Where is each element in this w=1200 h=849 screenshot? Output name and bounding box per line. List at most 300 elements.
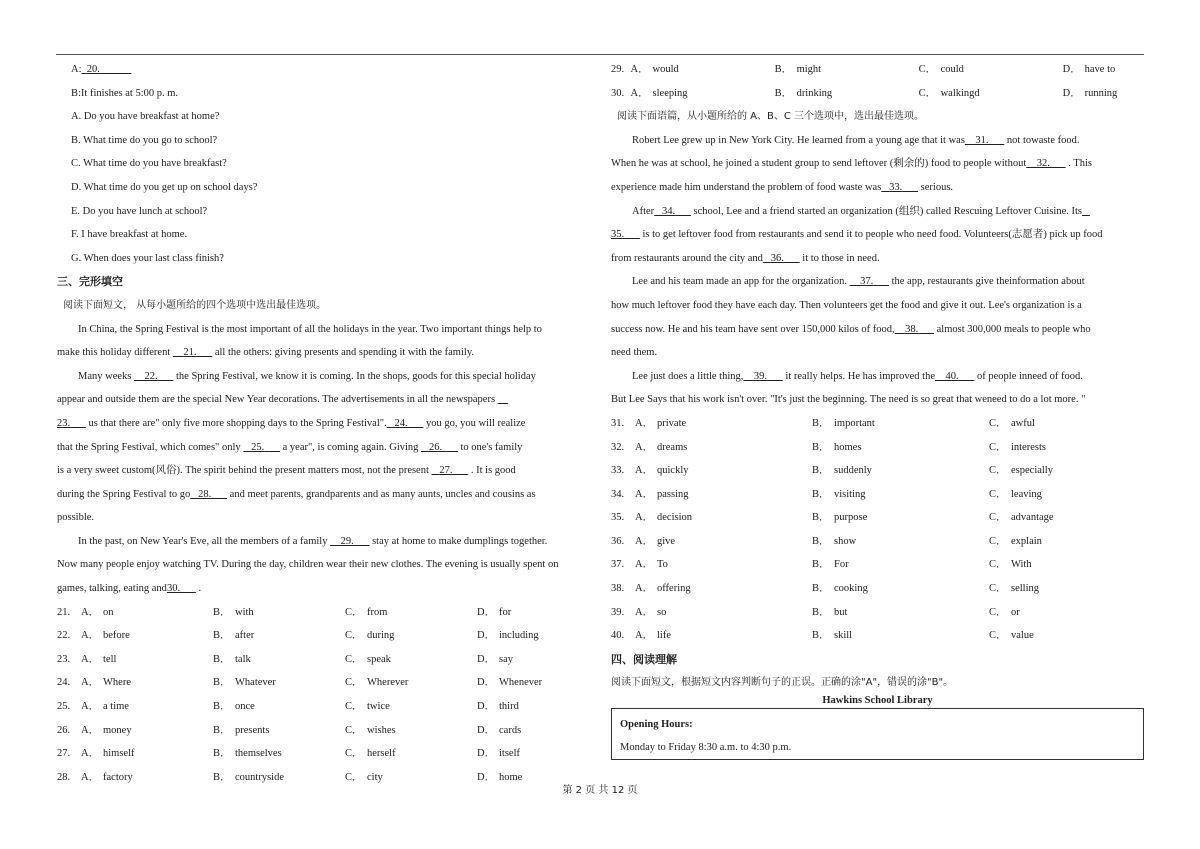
option-text: explain xyxy=(1011,535,1042,547)
option-letter: B． xyxy=(812,417,830,429)
option-letter: A． xyxy=(635,583,654,595)
option-letter: A． xyxy=(630,87,649,99)
option-d xyxy=(477,648,557,672)
option-a xyxy=(81,601,213,625)
passage-line: Now many people enjoy watching TV. During the day, children wear their new clothes. The evening is usually spent on xyxy=(57,559,559,571)
option-c xyxy=(919,58,1063,82)
option-text: especially xyxy=(1011,465,1053,477)
option-d xyxy=(477,719,557,743)
option-text: before xyxy=(103,630,130,642)
blank-26: 26. xyxy=(428,441,443,453)
option-letter: B． xyxy=(812,488,830,500)
option-b xyxy=(213,719,345,743)
option-text: twice xyxy=(367,701,390,713)
option-text: might xyxy=(796,64,822,75)
option-text: quickly xyxy=(657,465,689,477)
blank-36: 36. xyxy=(770,252,784,264)
option-letter: D． xyxy=(477,724,496,736)
blank-30: 30. xyxy=(166,583,181,595)
option-text: life xyxy=(657,630,671,642)
option-text: during xyxy=(367,630,395,642)
option-letter: C． xyxy=(989,441,1007,453)
option-a xyxy=(635,459,812,483)
option-text: For xyxy=(834,559,849,571)
option-text: cooking xyxy=(834,583,868,595)
option-d xyxy=(1063,82,1144,106)
option-a xyxy=(81,648,213,672)
passage-line: games, talking, eating and30. . xyxy=(57,583,202,595)
option-letter: B． xyxy=(213,701,231,713)
option-letter: C． xyxy=(989,465,1007,477)
option-letter: D． xyxy=(477,771,496,783)
option-letter: C． xyxy=(345,606,363,618)
question-number: 39. xyxy=(611,606,625,618)
question-number: 35. xyxy=(611,512,625,524)
section-4-instruction: 阅读下面短文，根据短文内容判断句子的正误。正确的涂"A"，错误的涂"B"。 xyxy=(611,677,954,689)
option-row xyxy=(611,483,1144,507)
option-b xyxy=(812,483,989,507)
blank-39: 39. xyxy=(753,370,768,382)
option-text: with xyxy=(235,606,254,618)
question-number: 33. xyxy=(611,465,625,477)
option-letter: A． xyxy=(635,512,654,524)
question-number: 26. xyxy=(57,724,71,736)
option-b xyxy=(812,553,989,577)
passage-line: is a very sweet custom(风俗). The spirit behind the present matters most, not the present 27. . It is good xyxy=(57,465,516,477)
option-letter: A． xyxy=(81,748,100,760)
choice-item: B. What time do you go to school? xyxy=(71,134,218,146)
option-b xyxy=(213,695,345,719)
option-text: could xyxy=(940,64,964,75)
passage-line: When he was at school, he joined a student group to send leftover (剩余的) food to people without 32. . This xyxy=(611,158,1092,170)
option-text: so xyxy=(657,606,667,618)
option-letter: C． xyxy=(989,583,1007,595)
passage-line: from restaurants around the city and 36. it to those in need. xyxy=(611,252,880,264)
option-a xyxy=(631,82,775,106)
option-letter: B． xyxy=(812,559,830,571)
opening-hours-label: Opening Hours: xyxy=(620,719,693,731)
question-number: 36. xyxy=(611,535,625,547)
option-row xyxy=(611,577,1144,601)
right-option-list-top xyxy=(611,58,1144,105)
option-b xyxy=(213,742,345,766)
option-letter: A． xyxy=(81,724,100,736)
question-number: 21. xyxy=(57,606,71,618)
option-c xyxy=(345,648,477,672)
blank-24: 24. xyxy=(394,417,408,429)
option-letter: A． xyxy=(635,630,654,642)
option-text: private xyxy=(657,417,687,429)
option-letter: B． xyxy=(213,771,231,783)
question-number: 31. xyxy=(611,417,625,429)
top-rule xyxy=(56,54,1144,55)
blank-40: 40. xyxy=(945,370,959,382)
right-option-list xyxy=(611,412,1144,648)
option-a xyxy=(635,436,812,460)
option-c xyxy=(345,601,477,625)
option-text: tell xyxy=(103,653,117,665)
blank-29: 29. xyxy=(340,535,354,547)
option-text: for xyxy=(499,606,512,618)
option-letter: D． xyxy=(477,748,496,760)
passage-2-instruction: 阅读下面语篇，从小题所给的 A、B、C 三个选项中，选出最佳选项。 xyxy=(617,111,925,123)
blank-28: 28. xyxy=(198,488,212,500)
option-c xyxy=(989,436,1089,460)
option-a xyxy=(635,577,812,601)
option-text: herself xyxy=(367,748,396,760)
option-letter: A． xyxy=(635,559,654,571)
option-text: themselves xyxy=(235,748,282,760)
option-letter: D． xyxy=(1062,87,1081,99)
choice-item: G. When does your last class finish? xyxy=(71,252,224,264)
option-a xyxy=(81,742,213,766)
option-letter: C． xyxy=(989,630,1007,642)
option-letter: B． xyxy=(812,441,830,453)
option-letter: D． xyxy=(477,630,496,642)
option-letter: B． xyxy=(774,64,793,75)
dialogue-line-b: B:It finishes at 5:00 p. m. xyxy=(71,87,179,99)
opening-hours-box xyxy=(611,708,1144,760)
option-text: selling xyxy=(1011,583,1039,595)
option-text: give xyxy=(657,535,676,547)
option-row xyxy=(611,436,1144,460)
option-letter: A． xyxy=(635,606,654,618)
option-letter: A． xyxy=(635,488,654,500)
section-3-instruction: 阅读下面短文， 从每小题所给的四个选项中选出最佳选项。 xyxy=(63,299,327,311)
question-number: 28. xyxy=(57,771,71,783)
option-text: on xyxy=(103,606,114,618)
passage-line: need them. xyxy=(611,347,658,359)
dialogue-line-a: A: 20. xyxy=(57,58,592,82)
question-number: 24. xyxy=(57,677,71,689)
option-text: or xyxy=(1011,606,1020,618)
option-text: decision xyxy=(657,512,692,524)
right-column xyxy=(611,58,1144,760)
left-column xyxy=(57,58,592,789)
option-letter: C． xyxy=(989,488,1007,500)
passage-line: experience made him understand the problem of food waste was 33. serious. xyxy=(611,181,954,193)
option-text: With xyxy=(1011,559,1032,571)
option-a xyxy=(81,624,213,648)
option-b xyxy=(812,530,989,554)
option-c xyxy=(345,624,477,648)
option-text: talk xyxy=(235,653,251,665)
option-letter: B． xyxy=(213,606,231,618)
blank-21: 21. xyxy=(183,347,197,359)
option-text: important xyxy=(834,417,875,429)
option-c xyxy=(345,695,477,719)
option-letter: D． xyxy=(1062,64,1081,75)
option-text: have to xyxy=(1084,64,1116,75)
option-letter: B． xyxy=(213,724,231,736)
option-letter: A． xyxy=(81,653,100,665)
option-letter: D． xyxy=(477,653,496,665)
option-b xyxy=(812,624,989,648)
option-c xyxy=(989,577,1089,601)
option-row xyxy=(57,695,592,719)
option-letter: C． xyxy=(989,559,1007,571)
option-a xyxy=(635,553,812,577)
option-text: Where xyxy=(103,677,131,689)
passage-line: possible. xyxy=(57,512,95,524)
option-text: homes xyxy=(834,441,862,453)
passage-line: Many weeks 22. the Spring Festival, we know it is coming. In the shops, goods for this special holiday xyxy=(78,370,536,382)
option-text: skill xyxy=(834,630,853,642)
passage-line: 35. is to get leftover food from restaurants and send it to people who need food. Volunteers(志愿者) pick up food xyxy=(611,229,1103,241)
option-letter: B． xyxy=(213,748,231,760)
option-b xyxy=(812,436,989,460)
option-text: himself xyxy=(103,748,135,760)
option-letter: C． xyxy=(345,677,363,689)
option-letter: B． xyxy=(812,535,830,547)
option-row xyxy=(611,412,1144,436)
option-text: once xyxy=(235,701,255,713)
option-text: sleeping xyxy=(652,87,688,99)
option-text: speak xyxy=(367,653,391,665)
passage-line: After 34. school, Lee and a friend started an organization (组织) called Rescuing Leftover Cuisine. Its xyxy=(632,205,1083,217)
option-d xyxy=(477,695,557,719)
option-a xyxy=(81,671,213,695)
opening-hours-value: Monday to Friday 8:30 a.m. to 4:30 p.m. xyxy=(620,742,792,754)
option-text: itself xyxy=(499,748,520,760)
passage-line: Lee just does a little thing, 39. it really helps. He has improved the 40. of people inneed of food. xyxy=(632,370,1083,382)
choice-item: E. Do you have lunch at school? xyxy=(71,205,208,217)
option-text: but xyxy=(834,606,848,618)
question-number: 38. xyxy=(611,583,625,595)
option-text: money xyxy=(103,724,132,736)
option-text: Wherever xyxy=(367,677,409,689)
option-letter: A． xyxy=(635,417,654,429)
option-letter: A． xyxy=(81,606,100,618)
option-c xyxy=(989,530,1089,554)
option-row xyxy=(57,601,592,625)
option-row xyxy=(611,459,1144,483)
option-row xyxy=(611,506,1144,530)
option-c xyxy=(989,624,1089,648)
option-row xyxy=(611,82,1144,106)
option-letter: B． xyxy=(213,677,231,689)
option-letter: A． xyxy=(81,677,100,689)
option-letter: C． xyxy=(989,606,1007,618)
passage-line: Lee and his team made an app for the organization. 37. the app, restaurants give theinformation about xyxy=(632,276,1085,288)
option-text: offering xyxy=(657,583,691,595)
blank-35: 35. xyxy=(611,229,625,241)
choice-item: A. Do you have breakfast at home? xyxy=(71,111,220,123)
question-number: 27. xyxy=(57,748,71,760)
option-letter: C． xyxy=(345,771,363,783)
option-row xyxy=(611,530,1144,554)
question-number: 22. xyxy=(57,630,71,642)
option-row xyxy=(57,624,592,648)
option-text: walkingd xyxy=(940,87,980,99)
option-text: presents xyxy=(235,724,270,736)
option-b xyxy=(812,459,989,483)
option-b xyxy=(775,58,919,82)
option-text: value xyxy=(1011,630,1034,642)
option-letter: A． xyxy=(81,630,100,642)
blank-37: 37. xyxy=(860,276,874,288)
option-row xyxy=(57,648,592,672)
option-text: a time xyxy=(103,701,129,713)
question-number: 32. xyxy=(611,441,625,453)
option-c xyxy=(989,483,1089,507)
option-a xyxy=(635,483,812,507)
option-text: countryside xyxy=(235,771,284,783)
passage-line: appear and outside them are the special New Year decorations. The advertisements in all the newspapers xyxy=(57,394,498,406)
option-c xyxy=(345,671,477,695)
option-text: leaving xyxy=(1011,488,1042,500)
option-letter: D． xyxy=(477,677,496,689)
passage-line: that the Spring Festival, which comes" only 25. a year", is coming again. Giving 26. to one's family xyxy=(57,441,523,453)
option-text: Whatever xyxy=(235,677,276,689)
option-letter: C． xyxy=(918,87,937,99)
option-text: factory xyxy=(103,771,133,783)
option-letter: C． xyxy=(345,701,363,713)
option-row xyxy=(57,671,592,695)
option-a xyxy=(635,601,812,625)
passage-line: success now. He and his team have sent over 150,000 kilos of food, 38. almost 300,000 meals to people who xyxy=(611,323,1091,335)
passage-line: But Lee Says that his work isn't over. "It's just the beginning. The need is so great that weneed to do a lot more. " xyxy=(611,394,1086,406)
option-text: Whenever xyxy=(499,677,543,689)
option-letter: B． xyxy=(812,512,830,524)
option-letter: A． xyxy=(635,441,654,453)
blank-32: 32. xyxy=(1036,158,1050,170)
option-b xyxy=(213,601,345,625)
option-letter: A． xyxy=(635,535,654,547)
option-letter: B． xyxy=(774,87,793,99)
option-c xyxy=(989,553,1089,577)
option-c xyxy=(989,459,1089,483)
option-c xyxy=(989,412,1089,436)
blank-38: 38. xyxy=(905,323,919,335)
option-c xyxy=(919,82,1063,106)
option-text: third xyxy=(499,701,519,713)
option-d xyxy=(477,671,557,695)
option-text: awful xyxy=(1011,417,1035,429)
blank-25: 25. xyxy=(251,441,265,453)
option-a xyxy=(81,719,213,743)
passage-line: In China, the Spring Festival is the most important of all the holidays in the year. Two important things help to xyxy=(78,323,542,335)
option-a xyxy=(635,412,812,436)
option-d xyxy=(1063,58,1144,82)
option-text: show xyxy=(834,535,857,547)
question-number: 30. xyxy=(611,87,625,99)
option-a xyxy=(635,530,812,554)
blank-33: 33. xyxy=(889,181,903,193)
option-text: visiting xyxy=(834,488,866,500)
option-letter: C． xyxy=(989,417,1007,429)
option-letter: B． xyxy=(213,630,231,642)
question-number: 23. xyxy=(57,653,71,665)
section-4-title: 四、阅读理解 xyxy=(611,652,677,666)
question-number: 29. xyxy=(611,64,625,75)
blank-27: 27. xyxy=(439,465,453,477)
option-text: dreams xyxy=(657,441,688,453)
option-text: wishes xyxy=(367,724,396,736)
passage-line: 23. us that there are" only five more shopping days to the Spring Festival". 24. you go, you will realize xyxy=(57,417,526,429)
option-text: drinking xyxy=(796,87,833,99)
option-letter: B． xyxy=(812,606,830,618)
option-text: interests xyxy=(1011,441,1046,453)
passage-line: Robert Lee grew up in New York City. He learned from a young age that it was 31. not towaste food. xyxy=(632,134,1080,146)
blank-20: 20. xyxy=(86,64,100,75)
blank-23: 23. xyxy=(57,417,71,429)
passage-line: In the past, on New Year's Eve, all the members of a family 29. stay at home to make dumplings together. xyxy=(78,535,548,547)
option-text: would xyxy=(652,64,679,75)
option-a xyxy=(635,506,812,530)
option-letter: C． xyxy=(989,512,1007,524)
option-letter: A． xyxy=(81,701,100,713)
option-letter: B． xyxy=(812,630,830,642)
option-b xyxy=(775,82,919,106)
question-number: 25. xyxy=(57,701,71,713)
section-3-title: 三、完形填空 xyxy=(57,275,123,289)
option-b xyxy=(213,648,345,672)
option-text: running xyxy=(1084,87,1118,99)
option-letter: B． xyxy=(213,653,231,665)
option-letter: C． xyxy=(918,64,937,75)
option-c xyxy=(989,506,1089,530)
option-row xyxy=(57,742,592,766)
option-c xyxy=(345,742,477,766)
left-option-list xyxy=(57,601,592,790)
option-text: say xyxy=(499,653,513,665)
page-footer: 第 2 页 共 12 页 xyxy=(562,785,638,796)
option-d xyxy=(477,601,557,625)
question-number: 40. xyxy=(611,630,625,642)
passage-line: make this holiday different 21. all the others: giving presents and spending it with the family. xyxy=(57,347,475,359)
option-c xyxy=(345,719,477,743)
option-d xyxy=(477,742,557,766)
option-letter: A． xyxy=(81,771,100,783)
option-a xyxy=(81,695,213,719)
option-b xyxy=(812,601,989,625)
option-b xyxy=(812,506,989,530)
option-row xyxy=(611,553,1144,577)
option-b xyxy=(213,624,345,648)
option-letter: D． xyxy=(477,606,496,618)
option-row xyxy=(57,719,592,743)
passage-line: during the Spring Festival to go 28. and meet parents, grandparents and as many aunts, uncles and cousins as xyxy=(57,488,536,500)
library-title: Hawkins School Library xyxy=(822,695,933,707)
option-text: cards xyxy=(499,724,522,736)
option-a xyxy=(635,624,812,648)
option-b xyxy=(812,577,989,601)
question-number: 34. xyxy=(611,488,625,500)
option-letter: C． xyxy=(345,748,363,760)
blank-31: 31. xyxy=(975,134,989,146)
option-text: after xyxy=(235,630,255,642)
option-letter: C． xyxy=(345,724,363,736)
option-text: passing xyxy=(657,488,689,500)
option-text: To xyxy=(657,559,668,571)
option-b xyxy=(812,412,989,436)
option-text: home xyxy=(499,771,523,783)
choice-item: C. What time do you have breakfast? xyxy=(71,158,227,170)
option-letter: D． xyxy=(477,701,496,713)
option-letter: B． xyxy=(812,583,830,595)
option-c xyxy=(989,601,1089,625)
option-letter: A． xyxy=(630,64,649,75)
question-number: 37. xyxy=(611,559,625,571)
blank-22: 22. xyxy=(144,370,158,382)
blank-34: 34. xyxy=(662,205,676,217)
option-letter: C． xyxy=(345,653,363,665)
option-text: including xyxy=(499,630,539,642)
option-a xyxy=(631,58,775,82)
option-letter: A． xyxy=(635,465,654,477)
option-letter: B． xyxy=(812,465,830,477)
